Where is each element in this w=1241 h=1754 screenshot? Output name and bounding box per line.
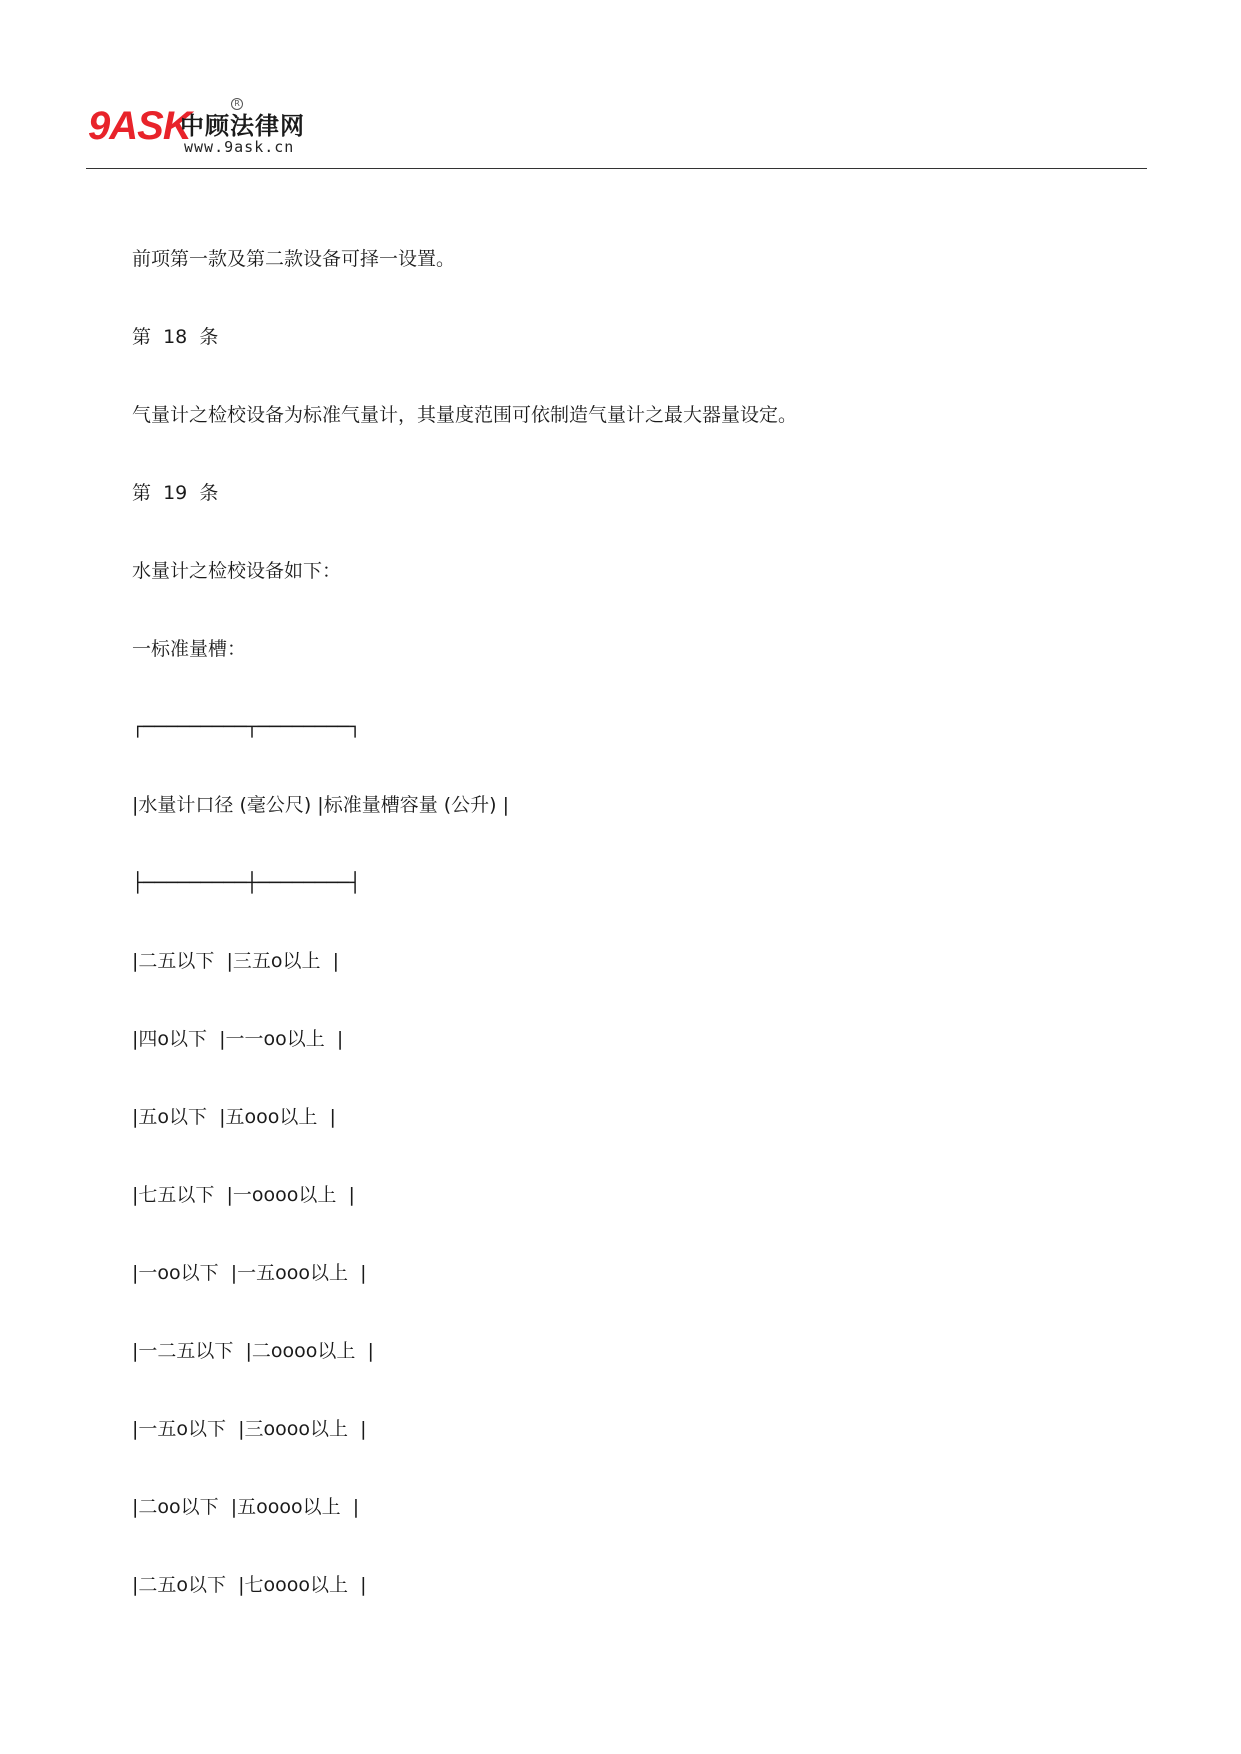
table-row: |一oo以下 |一五ooo以上 |: [132, 1262, 367, 1284]
logo-url: www.9ask.cn: [184, 138, 295, 156]
paragraph: 水量计之检校设备如下：: [132, 560, 342, 582]
document-body: [132, 244, 1132, 1648]
article-heading: 第 18 条: [132, 326, 219, 348]
article-heading: 第 19 条: [132, 482, 219, 504]
logo-mark: 9ASK: [88, 104, 191, 148]
table-row: |二oo以下 |五oooo以上 |: [132, 1496, 360, 1518]
header-divider: [86, 168, 1147, 169]
site-logo: [88, 96, 348, 158]
table-row: |一五o以下 |三oooo以上 |: [132, 1418, 367, 1440]
table-top-border: ┌─────────┬────────┐: [132, 716, 361, 738]
table-row: |五o以下 |五ooo以上 |: [132, 1106, 336, 1128]
paragraph: 气量计之检校设备为标准气量计，其量度范围可依制造气量计之最大器量设定。: [132, 404, 798, 426]
table-row: |七五以下 |一oooo以上 |: [132, 1184, 355, 1206]
table-header-row: |水量计口径 (毫公尺) |标准量槽容量 (公升) |: [132, 794, 510, 816]
table-row: |一二五以下 |二oooo以上 |: [132, 1340, 374, 1362]
paragraph: 前项第一款及第二款设备可择一设置。: [132, 248, 456, 270]
table-row: |四o以下 |一一oo以上 |: [132, 1028, 344, 1050]
table-row: |二五以下 |三五o以上 |: [132, 950, 339, 972]
registered-icon: R: [231, 98, 243, 110]
paragraph: 一标准量槽：: [132, 638, 247, 660]
table-separator: ├─────────┼────────┤: [132, 872, 361, 894]
table-row: |二五o以下 |七oooo以上 |: [132, 1574, 367, 1596]
logo-name: 中顾法律网: [180, 112, 305, 140]
